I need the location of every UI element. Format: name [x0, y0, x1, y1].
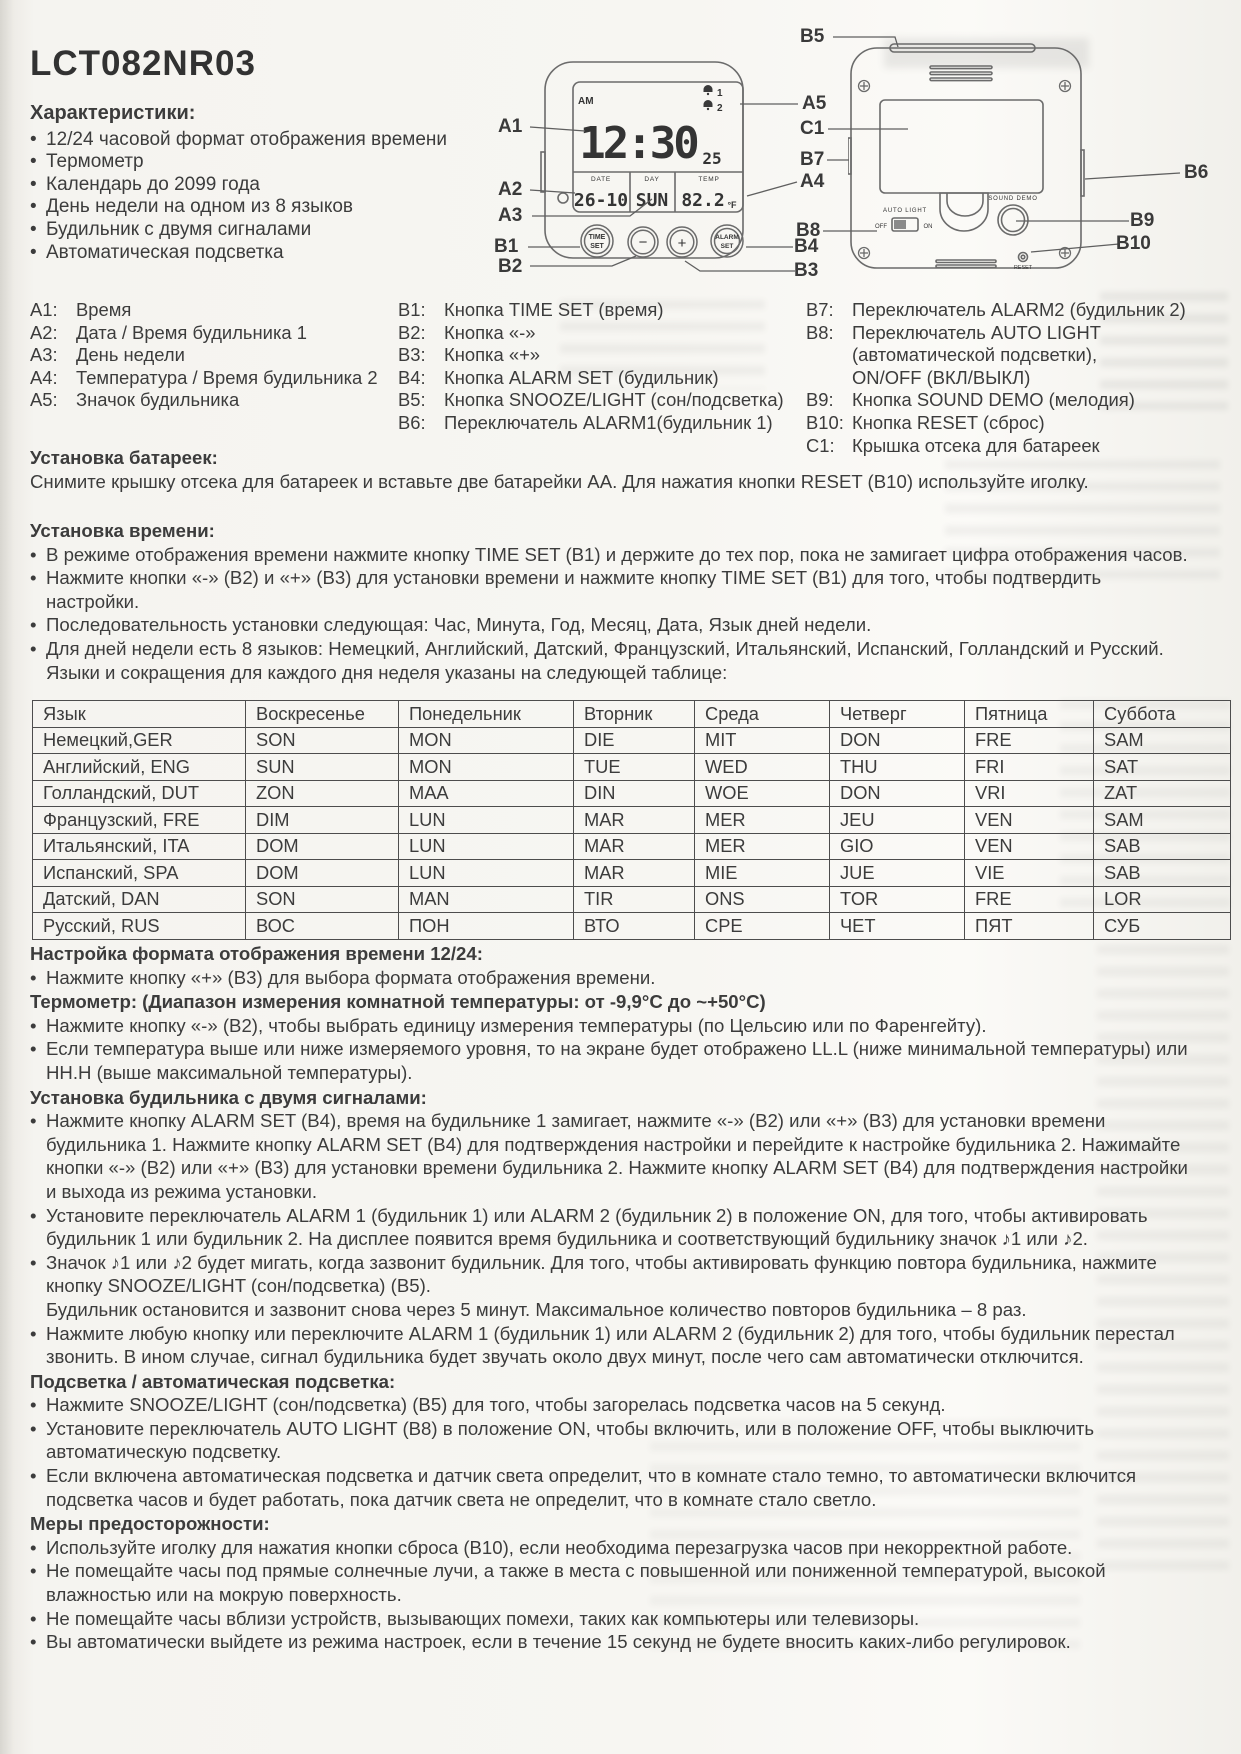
off-label: OFF: [875, 224, 887, 230]
item-text: День недели на одном из 8 языков: [46, 196, 354, 218]
legend-item-text: ON/OFF (ВКЛ/ВЫКЛ): [852, 366, 1031, 388]
table-cell: ПЯТ: [965, 913, 1094, 940]
table-cell: DOM: [246, 860, 399, 887]
auto-light-label: AUTO LIGHT: [883, 208, 927, 214]
table-cell: Итальянский, ITA: [33, 833, 246, 860]
table-cell: ПОН: [399, 913, 574, 940]
item-text: Календарь до 2099 года: [46, 173, 260, 195]
table-cell: MAR: [574, 833, 695, 860]
column-header: Среда: [695, 701, 830, 728]
date-value: 26-10: [573, 190, 629, 211]
table-cell: LUN: [399, 860, 574, 887]
table-cell: DIE: [574, 727, 695, 754]
table-row: [33, 886, 1231, 913]
bullet-item: [30, 613, 1190, 637]
legend-item-text: Кнопка TIME SET (время): [444, 299, 664, 320]
text-line: [30, 1298, 1190, 1322]
on-label: ON: [923, 224, 933, 230]
bullet-item: [30, 129, 470, 152]
table-cell: SUN: [246, 754, 399, 781]
section-heading: Меры предосторожности:: [30, 1513, 270, 1535]
table-cell: LUN: [399, 833, 574, 860]
alarm2-number: 2: [717, 103, 723, 114]
legend-item: [806, 412, 1226, 435]
seconds-digits: 25: [702, 149, 722, 168]
legend-buttons-1: [398, 299, 788, 435]
bullet-item: [30, 1014, 1190, 1038]
legend-item: [398, 344, 788, 367]
table-cell: MAR: [574, 860, 695, 887]
table-cell: VRI: [965, 780, 1094, 807]
callout-b3: B3: [794, 260, 819, 281]
callout-b2: B2: [498, 256, 523, 277]
item-text: В режиме отображения времени нажмите кнопку TIME SET (B1) и держите до тех пор, пока не замигает цифра отображения часов.: [46, 543, 1188, 565]
reset-label: RESET: [1013, 265, 1033, 271]
legend-display-items: [30, 299, 390, 412]
legend-item-id: B8:: [806, 321, 834, 343]
page-title: LCT082NR03: [30, 44, 256, 83]
features-section: [30, 102, 470, 264]
column-header: Четверг: [830, 701, 965, 728]
column-header: Суббота: [1094, 701, 1231, 728]
bullet-marker: •: [30, 637, 37, 659]
legend-item: [398, 299, 788, 322]
table-cell: FRE: [965, 727, 1094, 754]
table-cell: ZON: [246, 780, 399, 807]
table-row: [33, 913, 1231, 940]
callout-b4: B4: [794, 236, 819, 257]
column-header: Понедельник: [399, 701, 574, 728]
legend-item-text: Значок будильника: [76, 389, 240, 411]
table-cell: SAB: [1094, 860, 1231, 887]
table-cell: MER: [695, 833, 830, 860]
bullet-item: [30, 966, 1190, 990]
table-row: [33, 754, 1231, 781]
bullet-marker: •: [30, 543, 37, 565]
table-header-row: [33, 701, 1231, 728]
callout-b7: B7: [800, 149, 825, 170]
column-header: Язык: [33, 701, 246, 728]
table-cell: SAM: [1094, 807, 1231, 834]
alarm-set-button-label: ALARM: [715, 234, 739, 241]
item-text: Будильник с двумя сигналами: [46, 218, 312, 240]
column-header: Вторник: [574, 701, 695, 728]
section-heading: Установка будильника с двумя сигналами:: [30, 1086, 427, 1108]
table-cell: SAT: [1094, 754, 1231, 781]
item-text: Не помещайте часы под прямые солнечные лучи, а также в места с повышенной или пониженной температурой, высокой влажностью или на мокрую поверхность.: [46, 1560, 1106, 1606]
temp-label: TEMP: [698, 176, 720, 183]
bullet-marker: •: [30, 614, 37, 636]
item-text: Нажмите кнопку «+» (B3) для выбора формата отображения времени.: [46, 966, 656, 988]
alarm-set-button-label2: SET: [720, 243, 734, 250]
bullet-item: [30, 1630, 1190, 1654]
table-cell: SAB: [1094, 833, 1231, 860]
legend-buttons-2: [806, 299, 1226, 457]
legend-item-id: B7:: [806, 299, 834, 320]
column-header: Пятница: [965, 701, 1094, 728]
table-cell: JUE: [830, 860, 965, 887]
table-cell: LOR: [1094, 886, 1231, 913]
table-cell: TOR: [830, 886, 965, 913]
bullet-item: [30, 543, 1190, 567]
table-cell: THU: [830, 754, 965, 781]
item-text: Если включена автоматическая подсветка и датчик света определит, что в комнате стало темно, то автоматически включится подсветка часов и будет работать, пока датчик света не определит, что в комнате стало светло.: [46, 1465, 1137, 1510]
bullet-item: [30, 1322, 1190, 1369]
section-thermometer: [30, 990, 1190, 1084]
bullet-marker: •: [30, 1536, 37, 1558]
bullet-marker: [30, 1298, 46, 1322]
section-backlight: [30, 1370, 1190, 1512]
table-cell: MIE: [695, 860, 830, 887]
section-format-1224: [30, 942, 1190, 989]
item-text: Не помещайте часы вблизи устройств, вызывающих помехи, таких как компьютеры или телевизоры.: [46, 1607, 920, 1629]
table-row: [33, 780, 1231, 807]
table-cell: JEU: [830, 807, 965, 834]
legend-item-text: Температура / Время будильника 2: [76, 366, 378, 388]
table-cell: MAR: [574, 807, 695, 834]
legend-item-text: (автоматической подсветки),: [852, 344, 1098, 366]
item-text: Вы автоматически выйдете из режима настроек, если в течение 15 секунд не будете вносить каких-либо регулировок.: [46, 1631, 1071, 1653]
table-cell: SON: [246, 886, 399, 913]
item-text: Будильник остановится и зазвонит снова через 5 минут. Максимальное количество повторов будильника – 8 раз.: [46, 1298, 1027, 1320]
text-line: Снимите крышку отсека для батареек и вставьте две батарейки АА. Для нажатия кнопки RESET (B10) используйте иголку.: [30, 470, 1089, 492]
legend-item: [398, 367, 788, 390]
features-list: [30, 129, 470, 265]
legend-item-id: A5:: [30, 389, 58, 411]
bullet-marker: •: [30, 1631, 37, 1653]
legend-item: [806, 299, 1226, 322]
bullet-item: [30, 219, 470, 242]
item-text: Нажмите кнопку ALARM SET (B4), время на будильнике 1 замигает, нажмите «-» (B2) или «+» (B3) для установки времени будильника 1. Нажмите кнопку ALARM SET (B4) для подтверждения настройки и перейдите к настройке будильника 2. Нажимайте кнопки «-» (B2) или «+» (B3) для установки времени будильника 2. Нажмите кнопку ALARM SET (B4) для подтверждения настройки и выхода из режима установки.: [46, 1110, 1188, 1202]
bullet-marker: •: [30, 1204, 37, 1226]
item-text: Нажмите любую кнопку или переключите ALARM 1 (будильник 1) или ALARM 2 (будильник 2) для того, чтобы будильник перестал звонить. В ином случае, сигнал будильника будет звучать около двух минут, после чего сам автоматически отключится.: [46, 1322, 1175, 1368]
legend-item-text: Кнопка «+»: [444, 344, 541, 366]
legend-item-id: B1:: [398, 299, 426, 320]
bullet-marker: •: [30, 567, 37, 589]
table-cell: ONS: [695, 886, 830, 913]
table-cell: WOE: [695, 780, 830, 807]
bullet-item: [30, 151, 470, 174]
item-text: Если температура выше или ниже измеряемого уровня, то на экране будет отображено LL.L (ниже минимальной температуры) или HH.H (выше максимальной температуры).: [46, 1038, 1188, 1083]
bullet-marker: •: [30, 1465, 37, 1487]
item-text: Значок ♪1 или ♪2 будет мигать, когда зазвонит будильник. Для того, чтобы активировать функцию повтора будильника, нажмите кнопку SNOOZE/LIGHT (сон/подсветка) (B5).: [46, 1251, 1157, 1297]
date-label: DATE: [590, 176, 612, 183]
table-cell: Английский, ENG: [33, 754, 246, 781]
temp-value: 82.2: [681, 190, 725, 211]
table-cell: DON: [830, 727, 965, 754]
table-cell: FRE: [965, 886, 1094, 913]
callout-b8: B8: [796, 220, 821, 241]
callout-a5: A5: [802, 93, 827, 114]
legend-item: [30, 299, 390, 322]
table-cell: LUN: [399, 807, 574, 834]
table-cell: Испанский, SPA: [33, 860, 246, 887]
sound-demo-label: SOUND DEMO: [988, 196, 1038, 202]
table-cell: MIT: [695, 727, 830, 754]
item-text: Установите переключатель ALARM 1 (будильник 1) или ALARM 2 (будильник 2) в положение ON, для того, чтобы активировать будильник 1 или будильник 2. На дисплее появится время будильника и соответствующий будильнику значок ♪1 или ♪2.: [46, 1204, 1148, 1250]
callout-a2: A2: [498, 179, 523, 200]
weekday-table-grid: [32, 700, 1231, 940]
bullet-item: [30, 1536, 1190, 1560]
legend-item: [806, 389, 1226, 412]
bullet-item: [30, 196, 470, 219]
column-header: Воскресенье: [246, 701, 399, 728]
ampm-indicator: AM: [578, 96, 594, 107]
bullet-marker: •: [30, 1607, 37, 1629]
table-cell: TUE: [574, 754, 695, 781]
alarm1-number: 1: [717, 88, 723, 99]
day-label: DAY: [644, 176, 660, 183]
legend-item: [398, 389, 788, 412]
legend-item-id: B5:: [398, 389, 426, 411]
table-cell: VIE: [965, 860, 1094, 887]
bullet-item: [30, 174, 470, 197]
legend-item-text: Кнопка ALARM SET (будильник): [444, 366, 719, 388]
legend-item-id: B4:: [398, 366, 426, 388]
legend-item-id: A2:: [30, 321, 58, 343]
item-text: 12/24 часовой формат отображения времени: [46, 128, 448, 150]
callout-a4: A4: [800, 171, 825, 192]
section-heading: Установка батареек:: [30, 447, 218, 468]
table-cell: ЧЕТ: [830, 913, 965, 940]
bullet-item: [30, 1559, 1190, 1606]
legend-item: [398, 412, 788, 435]
table-row: [33, 807, 1231, 834]
bullet-marker: •: [30, 128, 37, 150]
temp-unit: °F: [727, 200, 737, 210]
bullet-marker: •: [30, 966, 37, 988]
section-alarm-setting: [30, 1086, 1190, 1369]
table-cell: MAA: [399, 780, 574, 807]
item-text: Автоматическая подсветка: [46, 241, 284, 263]
legend-item-text: Время: [76, 299, 132, 320]
table-cell: SAM: [1094, 727, 1231, 754]
table-cell: FRI: [965, 754, 1094, 781]
bullet-marker: •: [30, 218, 37, 240]
item-text: Для дней недели есть 8 языков: Немецкий, Английский, Датский, Французский, Итальянский, Испанский, Голландский и Русский. Языки и сокращения для каждого дня неделя указаны на следующей таблице:: [46, 637, 1164, 683]
legend-item-text: Переключатель AUTO LIGHT: [852, 321, 1101, 343]
legend-item-id: C1:: [806, 434, 835, 456]
table-cell: VEN: [965, 833, 1094, 860]
section-precautions: [30, 1512, 1190, 1654]
bullet-marker: •: [30, 1038, 37, 1060]
bullet-marker: •: [30, 1322, 37, 1344]
table-cell: Французский, FRE: [33, 807, 246, 834]
legend-item-id: B3:: [398, 344, 426, 366]
bullet-item: [30, 1607, 1190, 1631]
callout-a3: A3: [498, 205, 523, 226]
item-text: Последовательность установки следующая: Час, Минута, Год, Месяц, Дата, Язык дней недели.: [46, 614, 872, 636]
legend-item: [30, 389, 390, 412]
item-text: Термометр: [46, 151, 144, 173]
legend-item-text: Переключатель ALARM1(будильник 1): [444, 411, 773, 433]
item-text: Установите переключатель AUTO LIGHT (B8) в положение ON, чтобы включить, или в положение OFF, чтобы выключить автоматическую подсветку.: [46, 1417, 1095, 1463]
section-time-setting: [30, 519, 1190, 684]
callout-c1: C1: [800, 118, 825, 139]
legend-item-text: Кнопка SNOOZE/LIGHT (сон/подсветка): [444, 389, 784, 411]
table-cell: Датский, DAN: [33, 886, 246, 913]
section-heading: Подсветка / автоматическая подсветка:: [30, 1370, 396, 1392]
day-value: SUN: [635, 190, 669, 211]
table-row: [33, 833, 1231, 860]
table-cell: ZAT: [1094, 780, 1231, 807]
table-cell: WED: [695, 754, 830, 781]
bullet-marker: •: [30, 1394, 37, 1416]
section-heading: Термометр: (Диапазон измерения комнатной температуры: от -9,9°С до ~+50°С): [30, 991, 766, 1013]
callout-lines: [420, 15, 1235, 295]
table-cell: GIO: [830, 833, 965, 860]
time-digits: 12:30: [579, 118, 697, 169]
time-set-button-label2: SET: [590, 243, 604, 250]
callout-b1: B1: [494, 236, 519, 257]
legend-item-text: День недели: [76, 344, 185, 366]
table-cell: MAN: [399, 886, 574, 913]
table-cell: Русский, RUS: [33, 913, 246, 940]
item-text: Нажмите кнопки «-» (B2) и «+» (B3) для установки времени и нажмите кнопку TIME SET (B1) для того, чтобы подтвердить настройки.: [46, 567, 1102, 612]
lower-sections: [30, 941, 1190, 1654]
legend-item-text: Дата / Время будильника 1: [76, 321, 307, 343]
legend-item: [30, 367, 390, 390]
bullet-marker: •: [30, 241, 37, 263]
legend-item: [30, 322, 390, 345]
legend-item-text: Кнопка SOUND DEMO (мелодия): [852, 389, 1135, 411]
table-row: [33, 860, 1231, 887]
legend-item-id: B2:: [398, 321, 426, 343]
bullet-item: [30, 1393, 1190, 1417]
bullet-marker: •: [30, 196, 37, 218]
minus-button-label: −: [638, 234, 648, 251]
callout-b9: B9: [1130, 210, 1155, 231]
bullet-item: [30, 1109, 1190, 1203]
bullet-item: [30, 1251, 1190, 1298]
legend-item-text: Крышка отсека для батареек: [852, 434, 1100, 456]
section-battery: [30, 446, 1190, 493]
time-set-button-label: TIME: [588, 234, 606, 241]
table-cell: СРЕ: [695, 913, 830, 940]
table-cell: Голландский, DUT: [33, 780, 246, 807]
table-cell: Немецкий,GER: [33, 727, 246, 754]
legend-item: [30, 344, 390, 367]
table-row: [33, 727, 1231, 754]
legend-item: [398, 322, 788, 345]
bullet-item: [30, 1417, 1190, 1464]
table-cell: DON: [830, 780, 965, 807]
legend-item-id: A1:: [30, 299, 58, 320]
legend-item-id: B6:: [398, 411, 426, 433]
bullet-marker: •: [30, 1014, 37, 1036]
table-cell: СУБ: [1094, 913, 1231, 940]
bullet-item: [30, 566, 1190, 613]
bullet-marker: •: [30, 1110, 37, 1132]
table-cell: ВТО: [574, 913, 695, 940]
table-cell: DIM: [246, 807, 399, 834]
bullet-item: [30, 1204, 1190, 1251]
bullet-item: [30, 242, 470, 265]
callout-b6: B6: [1184, 162, 1209, 183]
legend-item-id: A3:: [30, 344, 58, 366]
legend-item-id: B9:: [806, 389, 834, 411]
legend-item-id: B10:: [806, 411, 844, 433]
table-cell: MER: [695, 807, 830, 834]
section-heading: Настройка формата отображения времени 12/24:: [30, 943, 483, 964]
callout-b10: B10: [1116, 233, 1151, 254]
table-cell: DOM: [246, 833, 399, 860]
section-heading: Характеристики:: [30, 102, 196, 124]
bullet-marker: •: [30, 1560, 37, 1582]
bullet-item: [30, 637, 1190, 684]
callout-a1: A1: [498, 116, 523, 137]
table-cell: MON: [399, 727, 574, 754]
item-text: Нажмите кнопку «-» (B2), чтобы выбрать единицу измерения температуры (по Цельсию или по Фаренгейту).: [46, 1014, 987, 1036]
legend-item-text: Переключатель ALARM2 (будильник 2): [852, 299, 1186, 320]
item-text: Нажмите SNOOZE/LIGHT (сон/подсветка) (B5) для того, чтобы загорелась подсветка часов на 5 секунд.: [46, 1394, 946, 1416]
table-cell: MON: [399, 754, 574, 781]
table-cell: ВОС: [246, 913, 399, 940]
legend-item-text: Кнопка RESET (сброс): [852, 411, 1045, 433]
legend-item-text: Кнопка «-»: [444, 321, 536, 343]
table-cell: SON: [246, 727, 399, 754]
plus-button-label: +: [677, 235, 687, 252]
table-cell: VEN: [965, 807, 1094, 834]
legend-item-id: A4:: [30, 366, 58, 388]
weekday-table: [32, 700, 1231, 940]
bullet-marker: •: [30, 151, 37, 173]
table-cell: DIN: [574, 780, 695, 807]
legend-item: [806, 322, 1226, 345]
callout-b5: B5: [800, 26, 825, 47]
bullet-item: [30, 1464, 1190, 1511]
section-heading: Установка времени:: [30, 520, 215, 541]
item-text: Используйте иголку для нажатия кнопки сброса (B10), если необходима перезагрузка часов при некорректной работе.: [46, 1536, 1073, 1558]
bullet-marker: •: [30, 1417, 37, 1439]
bullet-marker: •: [30, 1251, 37, 1273]
bullet-item: [30, 1037, 1190, 1084]
table-cell: TIR: [574, 886, 695, 913]
bullet-marker: •: [30, 173, 37, 195]
